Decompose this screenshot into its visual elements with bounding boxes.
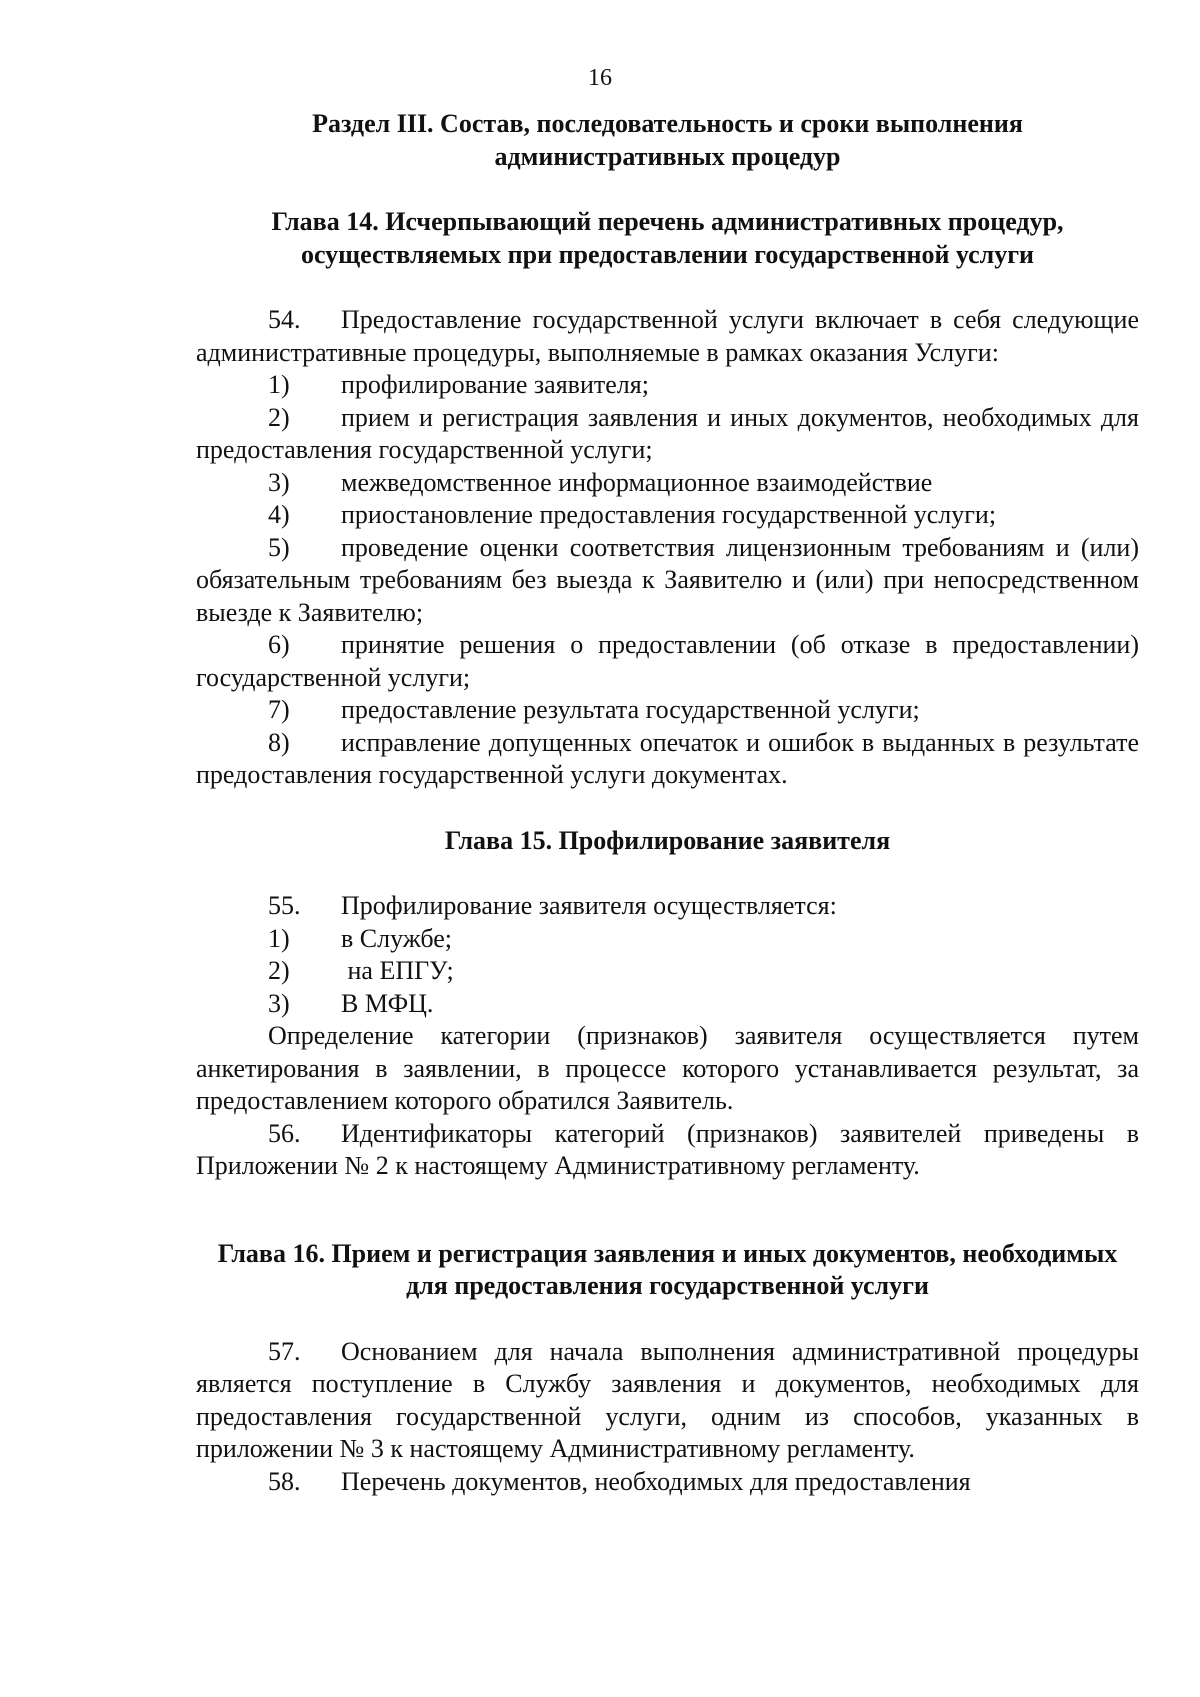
paragraph-text: Идентификаторы категорий (признаков) заявителей приведены в Приложении № 2 к настоящему Административному регламенту. <box>196 1118 1139 1180</box>
item-number: 5) <box>268 532 290 562</box>
paragraph-number: 57. <box>268 1336 301 1366</box>
list-item <box>196 988 1139 1021</box>
item-text: исправление допущенных опечаток и ошибок в выданных в результате предоставления государственной услуги документах. <box>196 727 1139 789</box>
definition-paragraph: Определение категории (признаков) заявителя осуществляется путем анкетирования в заявлении, в процессе которого устанавливается результат, за предоставлением которого обратился Заявитель. <box>196 1021 1139 1115</box>
item-number: 7) <box>268 695 290 724</box>
item-text: прием и регистрация заявления и иных документов, необходимых для предоставления государственной услуги; <box>196 402 1139 464</box>
item-text: межведомственное информационное взаимодействие <box>341 467 933 497</box>
item-number: 6) <box>268 630 290 659</box>
list-item <box>196 923 1139 956</box>
paragraph-58 <box>196 1466 1139 1499</box>
page-content <box>196 108 1139 1498</box>
paragraph-number: 54. <box>268 305 301 334</box>
page-number: 16 <box>588 65 612 91</box>
list-item <box>196 629 1139 694</box>
item-number: 4) <box>268 500 290 529</box>
item-text: профилирование заявителя; <box>341 370 649 399</box>
item-number: 2) <box>268 402 290 432</box>
item-text: на ЕПГУ; <box>341 956 454 985</box>
item-number: 1) <box>268 370 290 399</box>
paragraph-number: 56. <box>268 1118 301 1148</box>
item-text: приостановление предоставления государственной услуги; <box>341 500 997 529</box>
paragraph-text: Профилирование заявителя осуществляется: <box>341 891 837 920</box>
list-item <box>196 369 1139 402</box>
section-title: Раздел III. Состав, последовательность и сроки выполнения административных процедур <box>312 109 1023 171</box>
list-item <box>196 499 1139 532</box>
list-item <box>196 727 1139 792</box>
chapter-15-title: Глава 15. Профилирование заявителя <box>444 825 891 855</box>
list-item <box>196 402 1139 467</box>
paragraph-55 <box>196 890 1139 923</box>
list-item <box>196 532 1139 630</box>
chapter-16-title: Глава 16. Прием и регистрация заявления и иных документов, необходимых для предоставления государственной услуги <box>217 1238 1118 1300</box>
paragraph-54 <box>196 304 1139 369</box>
paragraph-text: Предоставление государственной услуги включает в себя следующие административные процедуры, выполняемые в рамках оказания Услуги: <box>196 305 1139 367</box>
item-number: 8) <box>268 727 290 757</box>
paragraph-number: 58. <box>268 1466 301 1496</box>
item-number: 2) <box>268 956 290 985</box>
paragraph-57 <box>196 1336 1139 1466</box>
item-text: в Службе; <box>341 923 453 953</box>
item-text: принятие решения о предоставлении (об отказе в предоставлении) государственной услуги; <box>196 630 1139 692</box>
list-item <box>196 694 1139 727</box>
item-number: 1) <box>268 923 290 953</box>
item-text: В МФЦ. <box>341 988 434 1018</box>
paragraph-number: 55. <box>268 891 301 920</box>
chapter-14-title: Глава 14. Исчерпывающий перечень административных процедур, осуществляемых при предоставлении государственной услуги <box>271 207 1064 269</box>
item-number: 3) <box>268 988 290 1018</box>
item-text: предоставление результата государственной услуги; <box>341 695 920 724</box>
list-item <box>196 955 1139 988</box>
paragraph-text: Основанием для начала выполнения административной процедуры является поступление в Службу заявления и документов, необходимых для предоставления государственной услуги, одним из способов, указанных в приложении № 3 к настоящему Административному регламенту. <box>196 1336 1139 1463</box>
item-text: проведение оценки соответствия лицензионным требованиям и (или) обязательным требованиям без выезда к Заявителю и (или) при непосредственном выезде к Заявителю; <box>196 532 1139 627</box>
list-item <box>196 467 1139 500</box>
paragraph-56 <box>196 1118 1139 1183</box>
item-number: 3) <box>268 467 290 497</box>
paragraph-text: Перечень документов, необходимых для предоставления <box>341 1466 971 1496</box>
